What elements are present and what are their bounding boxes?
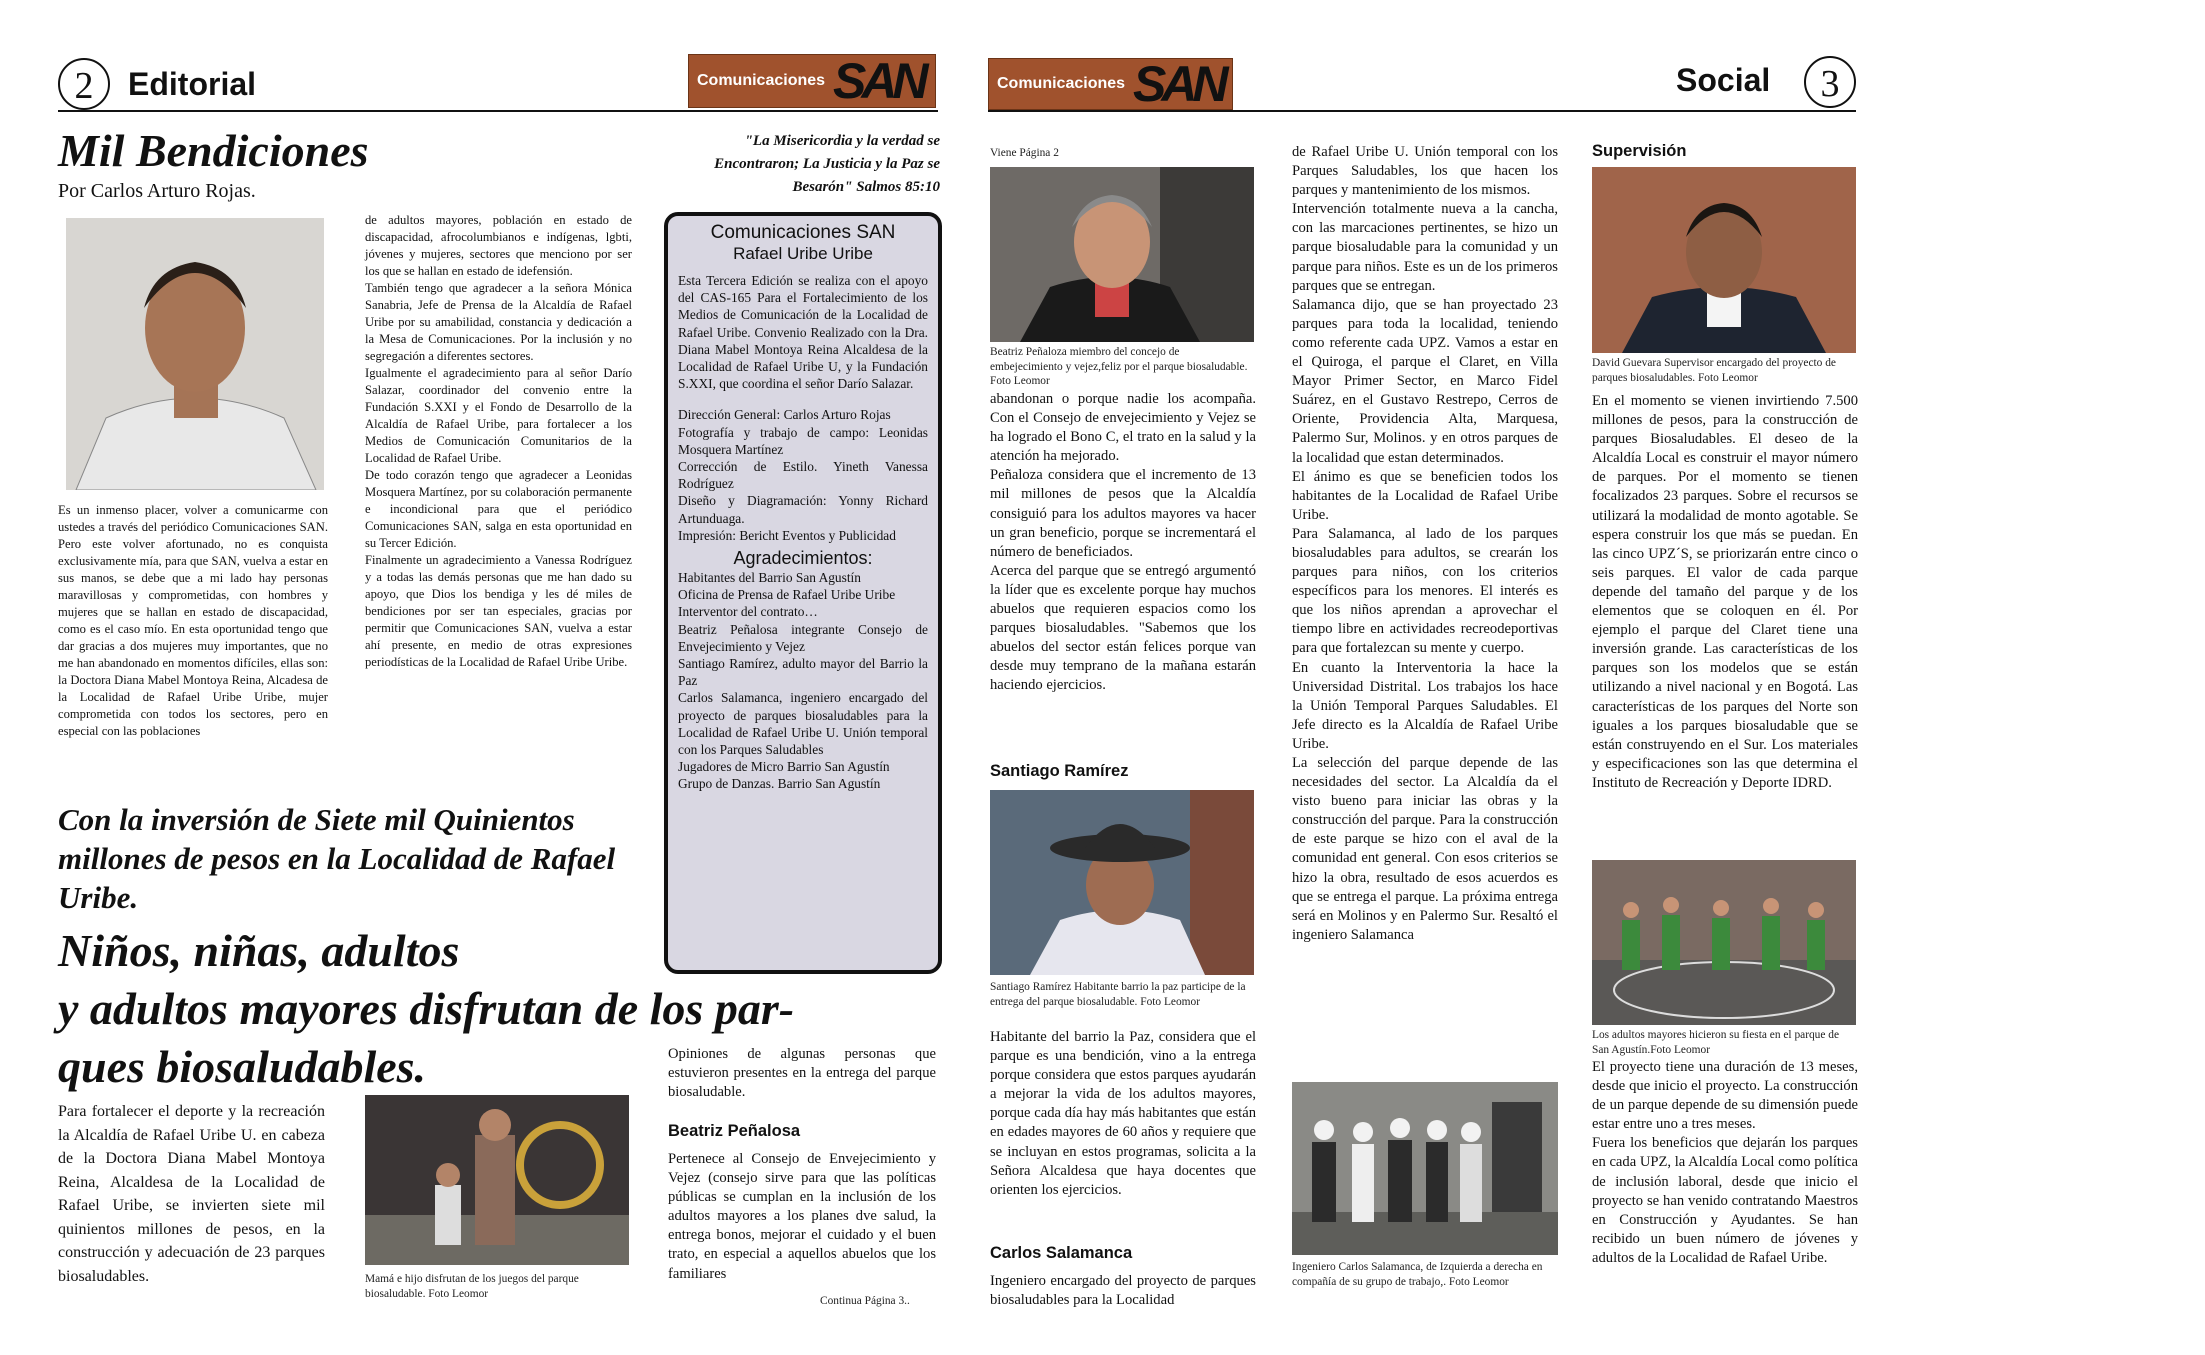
page-number-right: 3: [1804, 56, 1856, 108]
box-subtitle: Rafael Uribe Uribe: [733, 244, 873, 263]
bible-quote: "La Misericordia y la verdad se Encontraron; La Justicia y la Paz se Besarón" Salmos 85:10: [714, 133, 940, 195]
page-number-left: 2: [58, 58, 110, 110]
box-credits: Dirección General: Carlos Arturo Rojas Fotografía y trabajo de campo: Leonidas Mosquera Martínez Corrección de Estilo. Yineth Vanessa Rodríguez Diseño y Diagramación: Yonny Richard Artunduaga. Impresión: Bericht Eventos y Publicidad: [678, 407, 928, 543]
box-thanks: Habitantes del Barrio San Agustín Oficina de Prensa de Rafael Uribe Uribe Interventor del contrato… Beatriz Peñalosa integrante Consejo de Envejecimiento y Vejez Santiago Ramírez, adulto mayor del Barrio la Paz Carlos Salamanca, ingeniero encargado del proyecto de parques biosaludables para la Localidad de Rafael Uribe U. Unión temporal con los Parques Saludables Jugadores de Micro Barrio San Agustín Grupo de Danzas. Barrio San Agustín: [678, 570, 928, 792]
carlos-text: Ingeniero encargado del proyecto de parques biosaludables para la Localidad: [990, 1273, 1256, 1309]
dance-image: [1592, 860, 1856, 1025]
beatriz-photo: [990, 167, 1254, 342]
headline-small: Con la inversión de Siete mil Quinientos millones de pesos en la Localidad de Rafael Uribe.: [58, 802, 616, 915]
beatriz-continued: abandonan o porque nadie los acompaña. Con el Consejo de envejecimiento y Vejez se ha logrado el Bono C, el trato en la salud y la atención ha mejorado. Peñaloza considera que el incremento de 13 mil millones de pesos que la Alcaldía consiguió para los adultos mayores va hacer un gran beneficio, porque se incrementará el número de beneficiados. Acerca del parque que se entregó argumentó la líder que es excelente porque hay muchos abuelos que requieren espacios como los parques biosaludables. "Sabemos que los abuelos del sector están felices porque van desde muy temprano de la mañana estarán haciendo ejercicios.: [990, 391, 1256, 694]
logo-san-right: [988, 58, 1233, 110]
headline-big-3: ques biosaludables.: [58, 1041, 427, 1092]
supervision-heading: Supervisión: [1592, 142, 1687, 160]
dance-photo: [1592, 860, 1856, 1025]
box-thanks-heading: Agradecimientos:: [733, 548, 873, 569]
santiago-heading: Santiago Ramírez: [990, 762, 1129, 780]
santiago-photo: [990, 790, 1254, 975]
david-caption: David Guevara Supervisor encargado del proyecto de parques biosaludables. Foto Leomor: [1592, 357, 1836, 384]
article-lead: Para fortalecer el deporte y la recreación la Alcaldía de Rafael Uribe U. en cabeza de la Doctora Diana Mabel Montoya Reina, Alcaldesa de la Localidad de Rafael Uribe, se invierten siete mil quinientos millones de pesos, en la construcción y adecuación de 23 parques biosaludables.: [58, 1103, 325, 1285]
opinions-intro: Opiniones de algunas personas que estuvieron presentes en la entrega del parque biosaludable.: [668, 1046, 936, 1101]
project-text: El proyecto tiene una duración de 13 meses, desde que inicio el proyecto. La construcción de un parque depende de su dimensión puede estar entre uno a tres meses. Fuera los beneficios que dejarán los parques en cada UPZ, la Alcaldía Local como política de inclusión laboral, desde que inicio el proyecto se han venido contratando Maestros en Construcción y Ayudantes. Se han recibido un buen número de jóvenes y adultos de la Localidad de Rafael Uribe.: [1592, 1059, 1858, 1266]
section-title-social: Social: [1676, 62, 1771, 98]
header-rule-left: [58, 110, 938, 112]
box-intro: Esta Tercera Edición se realiza con el apoyo del CAS-165 Para el Fortalecimiento de los Medios de Comunicación de la Localidad de Rafael Uribe. Convenio Realizado con la Dra. Diana Mabel Montoya Reina Alcaldesa de la Localidad de Rafael Uribe U, y la Fundación S.XXI, que coordina el señor Darío Salazar.: [678, 273, 928, 392]
beatriz-caption: Beatriz Peñaloza miembro del concejo de embejecimiento y vejez,feliz por el parque biosaludable. Foto Leomor: [990, 346, 1248, 387]
team-image: [1292, 1082, 1558, 1255]
david-photo: [1592, 167, 1856, 353]
viene-link[interactable]: Viene Página 2: [990, 147, 1059, 159]
logo-brand: SAN: [1133, 58, 1224, 110]
santiago-caption: Santiago Ramírez Habitante barrio la paz participe de la entrega del parque biosaludable. Foto Leomor: [990, 981, 1246, 1008]
article-title: Mil Bendiciones: [58, 125, 369, 176]
carlos-caption: Ingeniero Carlos Salamanca, de Izquierda a derecha en compañía de su grupo de trabajo,. Foto Leomor: [1292, 1261, 1543, 1288]
santiago-text: Habitante del barrio la Paz, considera que el parque es una bendición, vino a la entrega porque considera que estos parques ayudarán a mejorar la vida de los adultos mayores, porque cada día hay más habitantes que están en edades mayores de 60 años y requiere que se incluyan en estos programas, solicita a la Señora Alcaldesa que haya docentes que orienten los ejercicios.: [990, 1029, 1256, 1198]
box-title: Comunicaciones SAN: [710, 222, 896, 243]
supervision-text: En el momento se vienen invirtiendo 7.500 millones de pesos, para la construcción de parques Biosaludables. El deseo de la Alcaldía Local es construir el mayor número de parques. Por el momento se tienen focalizados 23 parques. Sobre el recursos se utilizará la modalidad de monto agotable. Se espera construir los que más se puedan. En las cinco UPZ´S, se priorizarán entre cinco o seis parques. El valor de cada parque depende del tamaño del parque y de los elementos que se coloquen en él. Por ejemplo el parque del Claret tiene una inversión grande. Las características de los parques son los modelos que se están utilizando a nivel nacional y en Bogotá. Las características de los parques del Norte son iguales a los parques biosaludable que se están construyendo en el Sur. Los materiales y especificaciones son las que determina el Instituto de Recreación y Deporte IDRD.: [1592, 393, 1858, 791]
headline-big-1: Niños, niñas, adultos: [58, 925, 460, 976]
mother-child-caption: Mamá e hijo disfrutan de los juegos del parque biosaludable. Foto Leomor: [365, 1273, 579, 1300]
logo-text: Comunicaciones: [697, 72, 826, 89]
mother-child-photo: [365, 1095, 629, 1265]
logo-text: Comunicaciones: [997, 75, 1126, 92]
david-image: [1592, 167, 1856, 353]
carlos-photo: [1292, 1082, 1558, 1255]
intro-text: Es un inmenso placer, volver a comunicarme con ustedes a través del periódico Comunicaciones SAN. Pero este volver afortunado, no es conquista exclusivamente mía, para que SAN, vuelva a estar en sus manos, se debe que a mi lado hay personas maravillosas y comprometidas, con hombres y mujeres que se hallan en estado de discapacidad, como es el caso mío. En esta oportunidad tengo que dar gracias a dos mujeres muy importantes, que no me han abandonado en momentos difíciles, ellas son: la Doctora Diana Mabel Montoya Reina, Alcadesa de la Localidad de Rafael Uribe Uribe, mujer comprometida con todos los sectores, pero en especial con las poblaciones: [58, 503, 328, 738]
author-photo: [66, 218, 324, 490]
logo-brand: SAN: [833, 54, 924, 108]
header-rule-right: [988, 110, 1856, 112]
editorial-col2: de adultos mayores, población en estado de discapacidad, afrocolumbianos e indígenas, lgbti, jóvenes y mujeres, sectores que menciono por ser los que se hallan en estado de idefensión. También tengo que agradecer a la señora Mónica Sanabria, Jefe de Prensa de la Alcaldía de Rafael Uribe por su amabilidad, constancia y dedicación a la Mesa de Comunicaciones. Por la inclusión y no segregación a diferentes sectores. Igualmente el agradecimiento para al señor Darío Salazar, coordinador del convenio entre la Fundación S.XXI y el Fondo de Desarrollo de la Alcaldía de Rafael Uribe, para fortalecer a los Medios de Comunicación Comunitarios de la Localidad de Rafael Uribe. De todo corazón tengo que agradecer a Leonidas Mosquera Martínez, por su colaboración permanente e incondicional para que el periódico Comunicaciones SAN, salga en esta oportunidad en su Tercer Edición. Finalmente un agradecimiento a Vanessa Rodríguez y a todas las demás personas que me han dado su apoyo, que Dios los bendiga y les dé miles de bendiciones por ser tan especiales, gracias por permitir que Comunicaciones SAN, vuelva a estar ahí presente, en medio de otras expresiones periodísticas de la Localidad de Rafael Uribe Uribe.: [365, 213, 632, 669]
section-title-editorial: Editorial: [128, 66, 257, 102]
santiago-image: [990, 790, 1254, 975]
beatriz-image: [990, 167, 1254, 342]
dance-caption: Los adultos mayores hicieron su fiesta en el parque de San Agustín.Foto Leomor: [1592, 1029, 1840, 1056]
continua-link[interactable]: Continua Página 3..: [820, 1295, 910, 1307]
credits-box: [664, 212, 942, 974]
headline-big-2: y adultos mayores disfrutan de los par-: [58, 983, 795, 1034]
carlos-continued: de Rafael Uribe U. Unión temporal con los Parques Saludables, los que hacen los parques y mantenimiento de los mismos. Intervención totalmente nueva a la cancha, con las marcaciones pertinentes, se hizo un parque biosaludable para la comunidad y un parque para niños. Este es un de los primeros parques que se entregan. Salamanca dijo, que se han proyectado 23 parques para toda la localidad, teniendo como referente cada UPZ. Vamos a estar en el Quiroga, el parque el Claret, en Villa Mayor Primer Sector, en Marco Fidel Suárez, en el Gustavo Restrepo, Cerros de Oriente, Providencia Alta, Marquesa, Palermo Sur, Molinos. y en otros parques de la localidad que estan determinados. El ánimo es que se beneficien todos los habitantes de la Localidad de Rafael Uribe Uribe. Para Salamanca, al lado de los parques biosaludables para adultos, se crearán los parques para niños, con los criterios específicos para los menores. El interés es que los niños aprendan a aprovechar el tiempo libre en actividades recreodeportivas para que fortalezcan su mente y cuerpo. En cuanto la Interventoria la hace la Universidad Distrital. Los trabajos los hace la Unión Temporal Parques Saludables. El Jefe directo es la Alcaldía de Rafael Uribe Uribe. La selección del parque depende de las necesidades del sector. La Alcaldía da el visto bueno para iniciar las obras y la construcción del parque. Para la construcción de este parque se hizo con el aval de la comunidad ent general. Con esos criterios se hizo la obra, resultado de esos acuerdos es que se entrega el parque. La próxima entrega será en Molinos y en Palermo Sur. Resaltó el ingeniero Salamanca: [1292, 144, 1558, 943]
byline: Por Carlos Arturo Rojas.: [58, 180, 256, 202]
beatriz-text: Pertenece al Consejo de Envejecimiento y Vejez (consejo sirve para que las políticas públicas se cumplan en la inclusión de los adultos mayores a los planes dve salud, la entrega bonos, mejorar el cuidado y el buen trato, en especial a aquellos abuelos que los familiares: [668, 1151, 936, 1282]
park-image: [365, 1095, 629, 1265]
beatriz-heading: Beatriz Peñalosa: [668, 1122, 801, 1140]
logo-san-left: [688, 54, 936, 108]
carlos-heading: Carlos Salamanca: [990, 1244, 1133, 1262]
portrait-image: [66, 218, 324, 490]
